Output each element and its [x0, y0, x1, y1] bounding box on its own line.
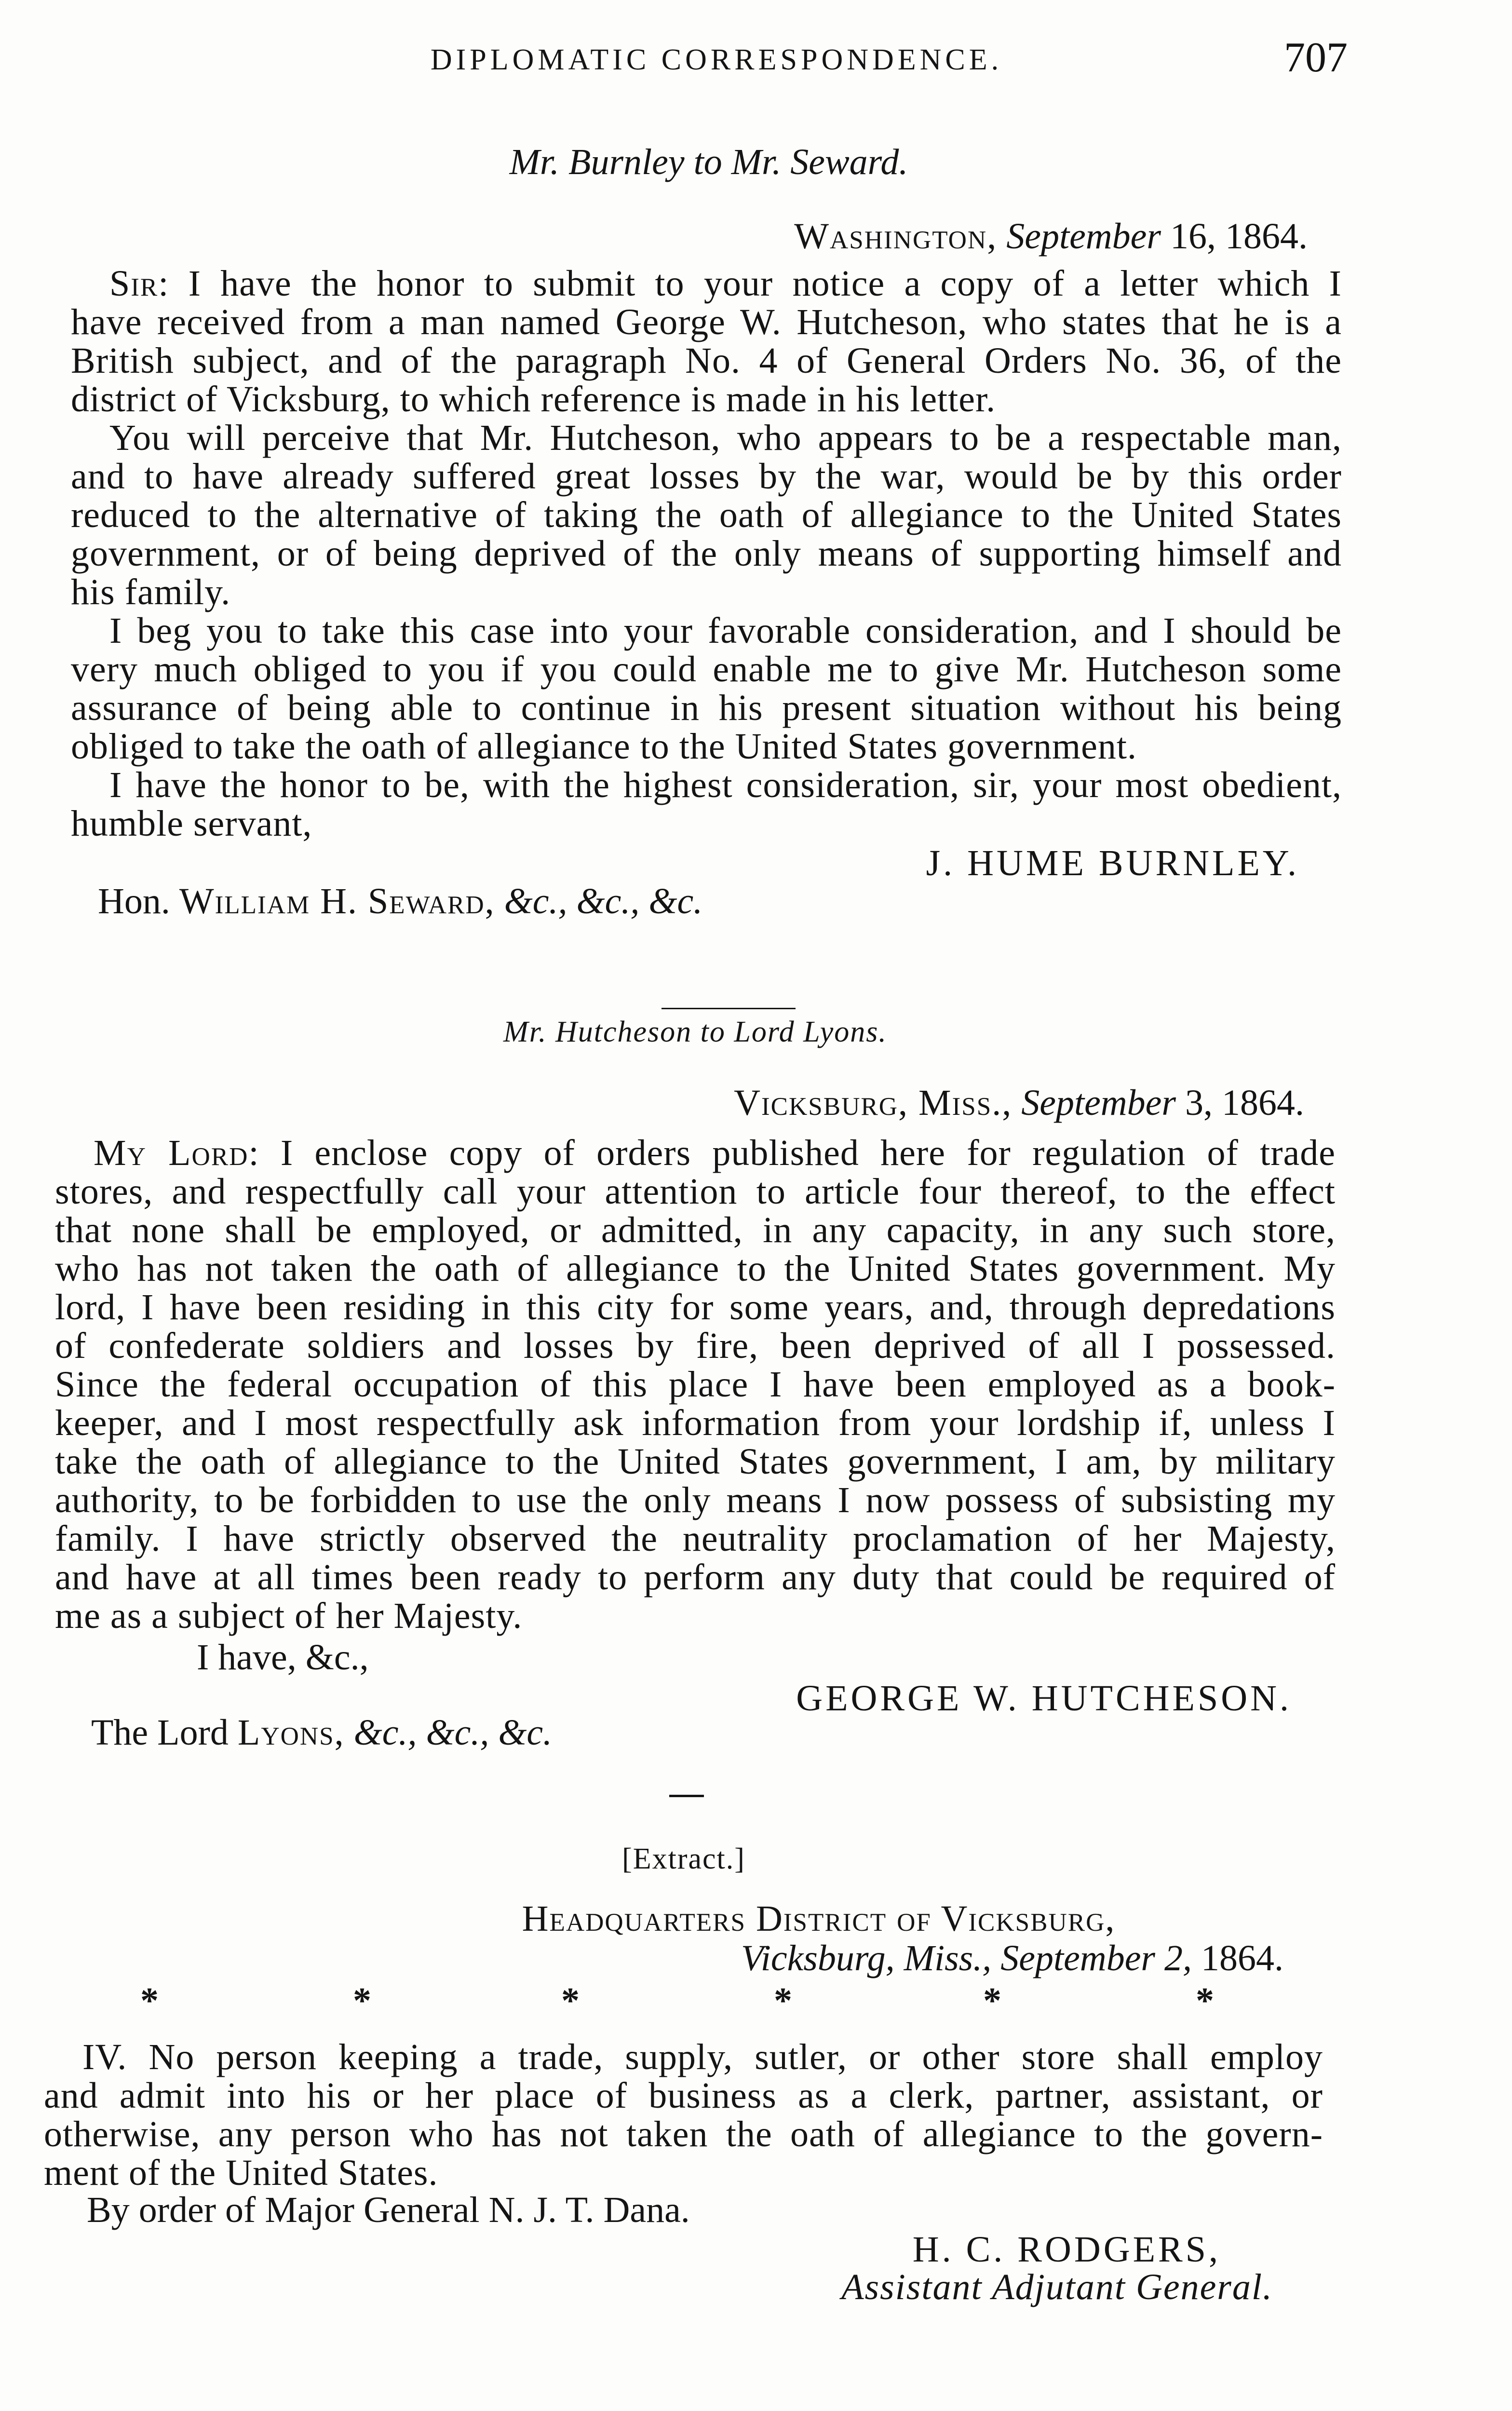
text-line: reduced to the alternative of taking the oath of allegiance to the United States: [71, 495, 1342, 535]
text-line: [55, 1134, 1336, 1172]
running-title: DIPLOMATIC CORRESPONDENCE.: [430, 43, 1003, 76]
text-line: assurance of being able to continue in his present situation without his being: [71, 688, 1342, 728]
letter2-body: [55, 1134, 1336, 1635]
dateline-place-date: Vicksburg, Miss., September 2,: [741, 1938, 1192, 1978]
extract-signatory-title: Assistant Adjutant General.: [841, 2267, 1273, 2307]
letter2-heading: Mr. Hutcheson to Lord Lyons.: [503, 1016, 887, 1048]
section-divider: [662, 1008, 796, 1009]
text-line: humble servant,: [71, 803, 312, 844]
text-line: me as a subject of her Majesty.: [55, 1596, 523, 1636]
letter1-dateline: [794, 217, 1308, 256]
text-line: who has not taken the oath of allegiance to the United States government. My: [55, 1248, 1336, 1289]
letter1-heading: Mr. Burnley to Mr. Seward.: [509, 142, 908, 182]
text-line: authority, to be forbidden to use the only means I now possess of subsisting my: [55, 1480, 1336, 1520]
short-divider: [669, 1795, 704, 1797]
text-line: and to have already suffered great losses by the war, would be by this order: [71, 456, 1342, 497]
text-line: lord, I have been residing in this city for some years, and, through depredations: [55, 1287, 1336, 1327]
text-line: obliged to take the oath of allegiance to the United States government.: [71, 726, 1137, 767]
text-line: IV. No person keeping a trade, supply, sutler, or other store shall employ: [82, 2037, 1323, 2077]
dateline-month: September: [1006, 216, 1161, 257]
text-line: ment of the United States.: [44, 2153, 438, 2193]
text-line: government, or of being deprived of the only means of supporting himself and: [71, 533, 1342, 574]
text-line: Since the federal occupation of this place I have been employed as a book-: [55, 1364, 1336, 1405]
addressee-suffix: &c., &c., &c.: [353, 1712, 553, 1753]
page-number: 707: [1284, 34, 1348, 81]
text-line: take the oath of allegiance to the United States government, I am, by military: [55, 1441, 1336, 1482]
text-line: family. I have strictly observed the neutrality proclamation of her Majesty,: [55, 1518, 1336, 1559]
dateline-month: September: [1021, 1083, 1176, 1123]
salutation: Sir: [109, 263, 159, 304]
text-line: and admit into his or her place of business as a clerk, partner, assistant, or: [44, 2075, 1323, 2116]
text-line: and have at all times been ready to perform any duty that could be required of: [55, 1557, 1336, 1598]
text-line: very much obliged to you if you could enable me to give Mr. Hutcheson some: [71, 649, 1342, 690]
text-line: district of Vicksburg, to which reference is made in his letter.: [71, 379, 996, 420]
line-text: : I have the honor to submit to your notice a copy of a letter which I: [158, 263, 1342, 304]
text-line: I beg you to take this case into your favorable consideration, and I should be: [109, 610, 1342, 651]
letter1-addressee: [98, 882, 702, 921]
addressee-name: Lyons,: [237, 1712, 345, 1753]
omission-asterisk: *: [983, 1980, 1001, 2021]
dateline-place: Vicksburg, Miss.,: [734, 1083, 1012, 1123]
text-line: [71, 264, 1342, 303]
dateline-year: 1864.: [1201, 1938, 1283, 1978]
extract-body: [44, 2038, 1323, 2192]
dateline-date: 16, 1864.: [1170, 216, 1308, 257]
omission-asterisk: *: [774, 1980, 792, 2021]
text-line: You will perceive that Mr. Hutcheson, who appears to be a respectable man,: [109, 418, 1342, 458]
text-line: I have the honor to be, with the highest consideration, sir, your most obedient,: [109, 765, 1342, 805]
addressee-suffix: &c., &c., &c.: [504, 881, 703, 921]
text-line: otherwise, any person who has not taken the oath of allegiance to the govern-: [44, 2114, 1323, 2154]
addressee-prefix: Hon.: [98, 881, 170, 921]
addressee-prefix: The Lord: [91, 1712, 229, 1753]
dateline-place: Washington,: [794, 216, 998, 257]
omission-asterisk: *: [140, 1980, 159, 2021]
omission-asterisk: *: [561, 1980, 580, 2021]
text-line: have received from a man named George W. Hutcheson, who states that he is a: [71, 302, 1342, 342]
text-line: British subject, and of the paragraph No. 4 of General Orders No. 36, of the: [71, 340, 1342, 381]
addressee-name: William H. Seward,: [179, 881, 495, 921]
salutation: My Lord: [94, 1133, 249, 1173]
text-line: keeper, and I most respectfully ask information from your lordship if, unless I: [55, 1403, 1336, 1443]
extract-signature: H. C. RODGERS,: [912, 2229, 1221, 2270]
omission-asterisk: *: [1196, 1980, 1214, 2021]
letter1-signature: J. HUME BURNLEY.: [926, 843, 1299, 883]
letter2-dateline: [734, 1084, 1304, 1122]
omission-asterisk: *: [353, 1980, 371, 2021]
letter2-signature: GEORGE W. HUTCHESON.: [796, 1678, 1292, 1719]
text-line: stores, and respectfully call your attention to article four thereof, to the effect: [55, 1171, 1336, 1212]
extract-order-line: By order of Major General N. J. T. Dana.: [87, 2190, 690, 2230]
text-line: his family.: [71, 572, 231, 612]
letter2-closing: I have, &c.,: [197, 1637, 369, 1678]
extract-dateline: [741, 1939, 1283, 1978]
extract-headquarters: Headquarters District of Vicksburg,: [522, 1898, 1116, 1939]
letter1-body: [71, 264, 1342, 843]
letter2-addressee: [91, 1713, 552, 1752]
line-text: : I enclose copy of orders published here for regulation of trade: [248, 1133, 1336, 1173]
text-line: that none shall be employed, or admitted, in any capacity, in any such store,: [55, 1210, 1336, 1250]
text-line: of confederate soldiers and losses by fire, been deprived of all I possessed.: [55, 1326, 1336, 1366]
dateline-date: 3, 1864.: [1185, 1083, 1304, 1123]
extract-label: [Extract.]: [622, 1842, 745, 1875]
